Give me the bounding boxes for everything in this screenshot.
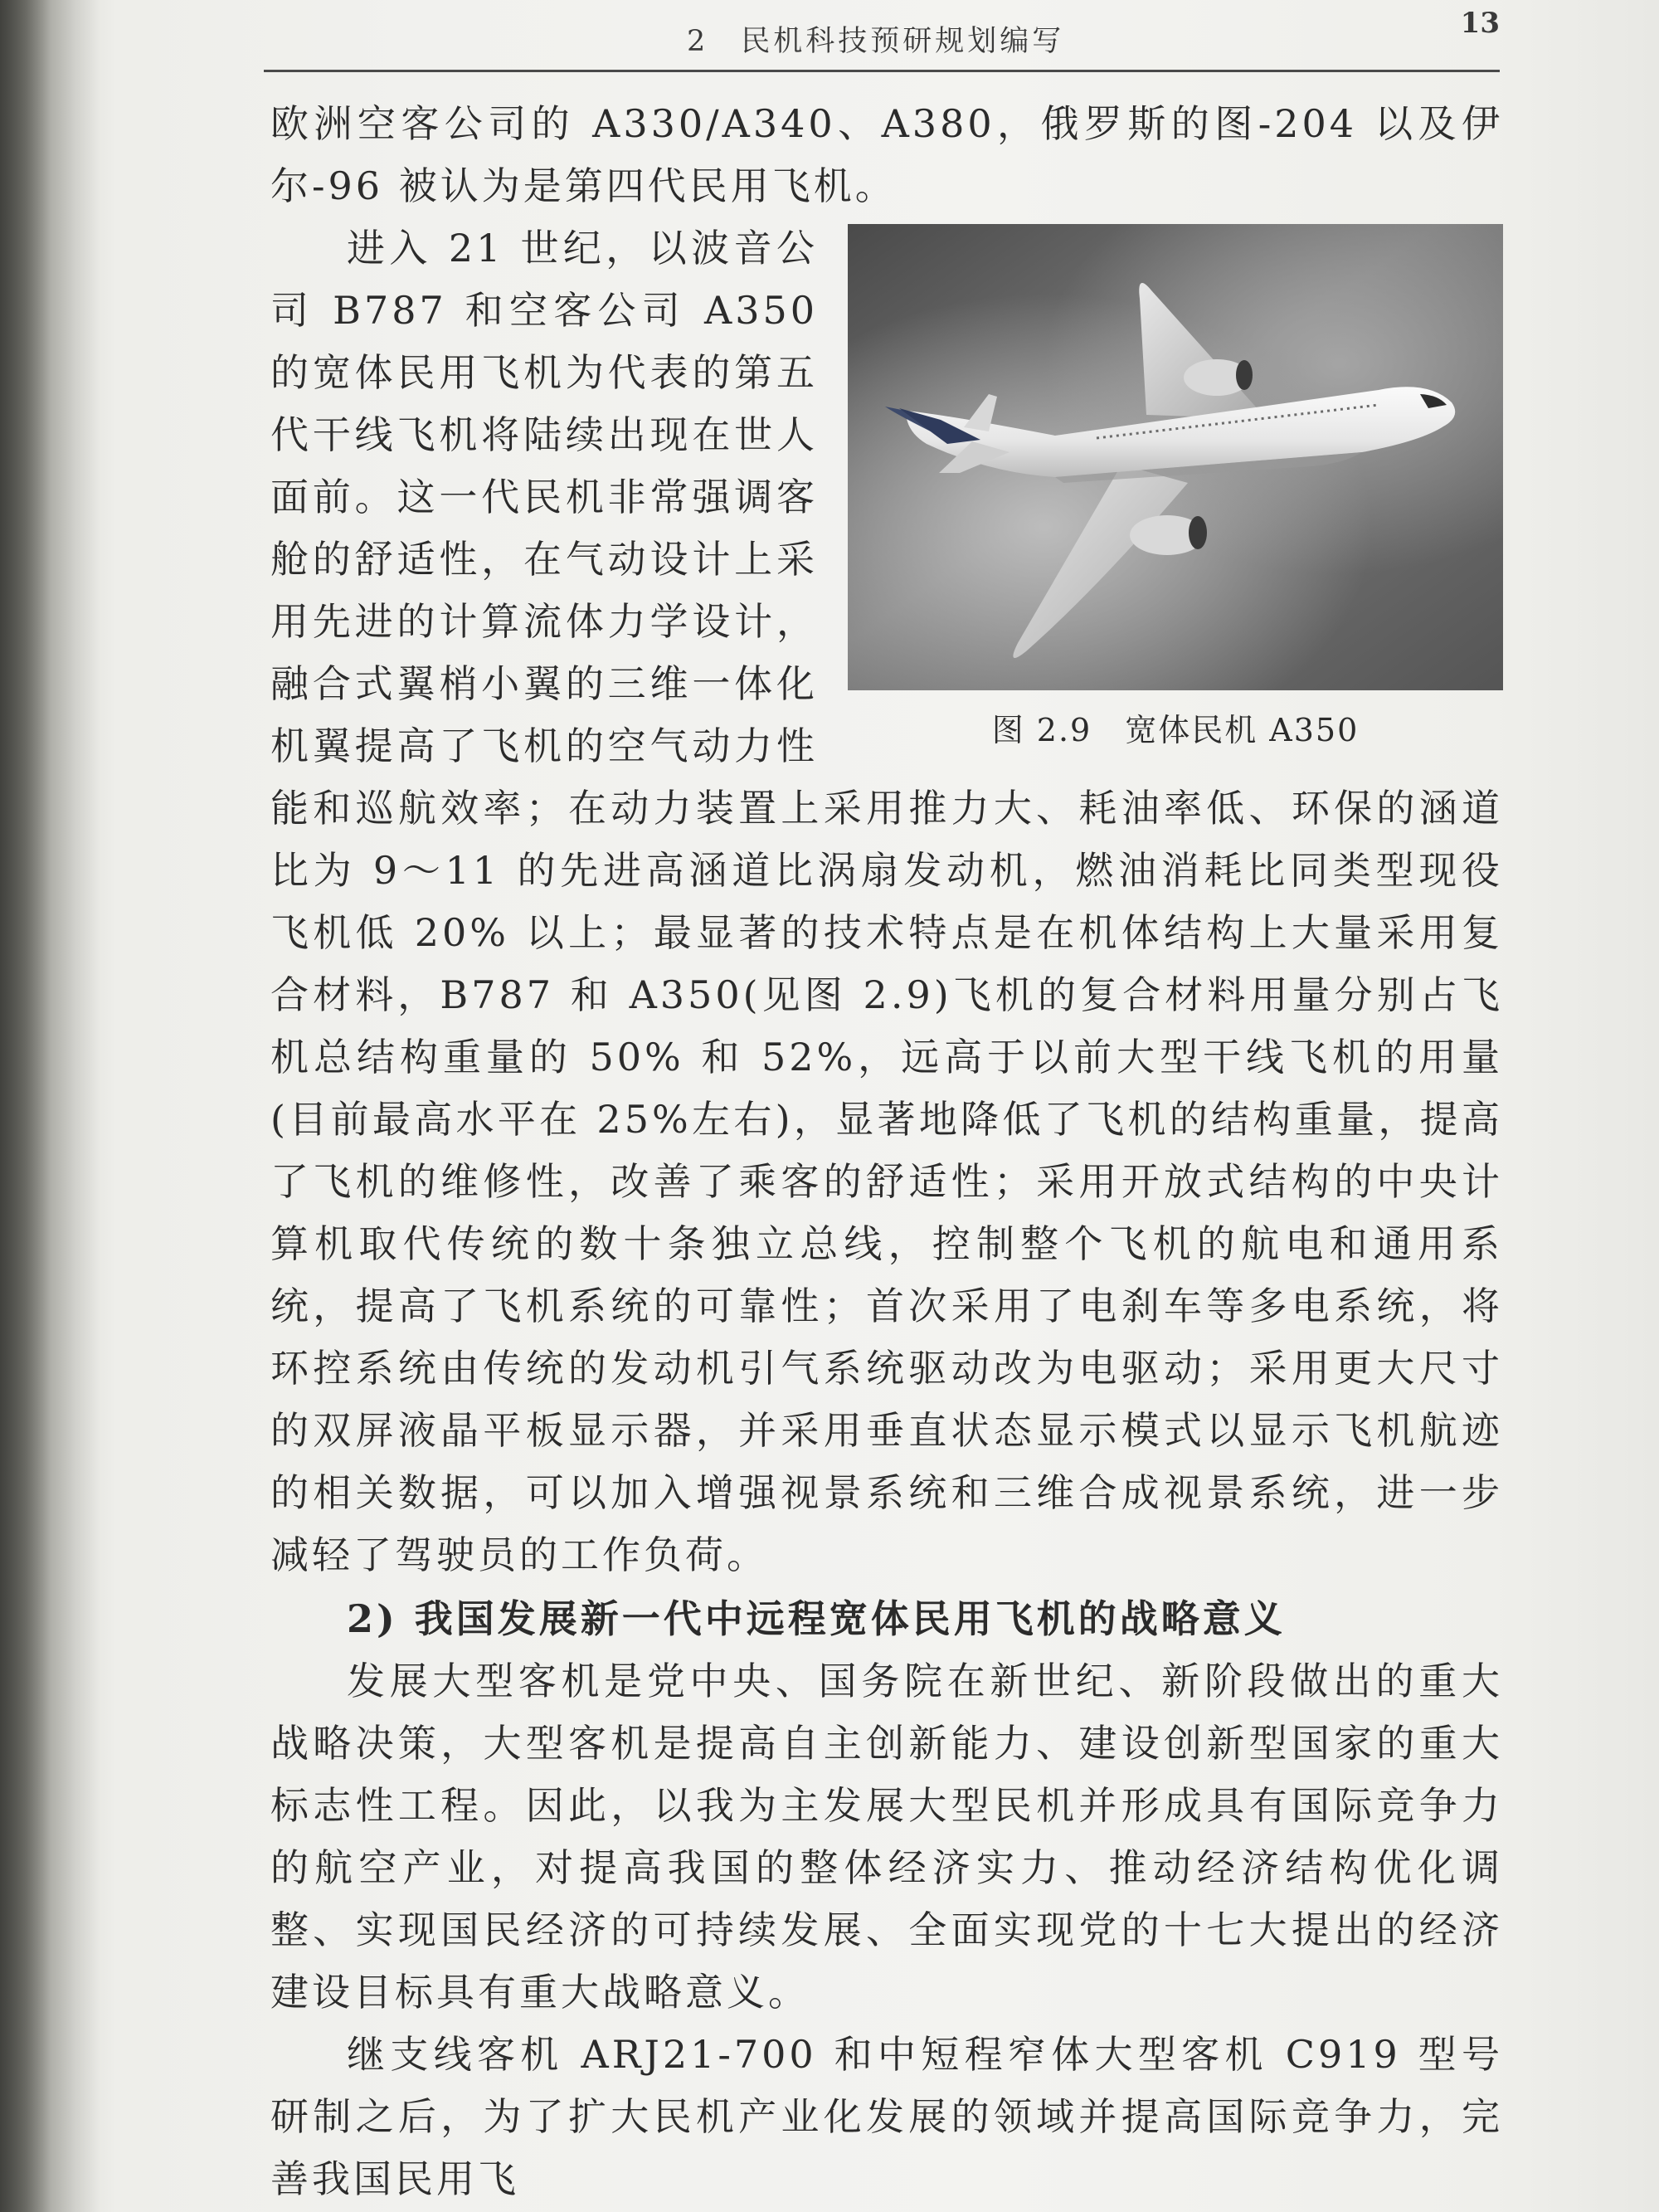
figure-2-9 [848, 224, 1503, 755]
a350-aircraft-photo [848, 224, 1503, 690]
header-rule [264, 70, 1500, 72]
running-header [264, 7, 1500, 66]
figure-caption: 图 2.9 宽体民机 A350 [991, 712, 1360, 748]
body-text [270, 93, 1503, 2210]
paragraph-fourth-generation: 欧洲空客公司的 A330/A340、A380，俄罗斯的图-204 以及伊尔-96 被认为是第四代民用飞机。 [270, 101, 1503, 208]
chapter-title: 2 民机科技预研规划编写 [687, 25, 1065, 58]
paragraph-strategic-decision: 发展大型客机是党中央、国务院在新世纪、新阶段做出的重大战略决策，大型客机是提高自主创新能力、建设创新型国家的重大标志性工程。因此，以我为主发展大型民机并形成具有国际竞争力的航空产业，对提高我国的整体经济实力、推动经济结构优化调整、实现国民经济的可持续发展、全面实现党的十七大提出的经济建设目标具有重大战略意义。 [270, 1659, 1503, 2015]
book-spine-shadow [0, 0, 100, 2212]
paragraph-arj21-c919: 继支线客机 ARJ21-700 和中短程窄体大型客机 C919 型号研制之后，为了扩大民机产业化发展的领域并提高国际竞争力，完善我国民用飞 [270, 2032, 1503, 2201]
section-heading-strategic-significance: 2) 我国发展新一代中远程宽体民用飞机的战略意义 [347, 1596, 1286, 1641]
page-number: 13 [1460, 7, 1500, 40]
paragraph-fifth-generation: 进入 21 世纪，以波音公司 B787 和空客公司 A350 的宽体民用飞机为代表的第五代干线飞机将陆续出现在世人面前。这一代民机非常强调客舱的舒适性，在气动设计上采用先进的计算流体力学设计，融合式翼梢小翼的三维一体化机翼提高了飞机的空气动力性能和巡航效率；在动力装置上采用推力大、耗油率低、环保的涵道比为 9～11 的先进高涵道比涡扇发动机，燃油消耗比同类型现役飞机低 20% 以上；最显著的技术特点是在机体结构上大量采用复合材料，B787 和 A350(见图 2.9)飞机的复合材料用量分别占飞机总结构重量的 50% 和 52%，远高于以前大型干线飞机的用量(目前最高水平在 25%左右)，显著地降低了飞机的结构重量，提高了飞机的维修性，改善了乘客的舒适性；采用开放式结构的中央计算机取代传统的数十条独立总线，控制整个飞机的航电和通用系统，提高了飞机系统的可靠性；首次采用了电刹车等多电系统，将环控系统由传统的发动机引气系统驱动改为电驱动；采用更大尺寸的双屏液晶平板显示器，并采用垂直状态显示模式以显示飞机航迹的相关数据，可以加入增强视景系统和三维合成视景系统，进一步减轻了驾驶员的工作负荷。 [270, 226, 1503, 1577]
